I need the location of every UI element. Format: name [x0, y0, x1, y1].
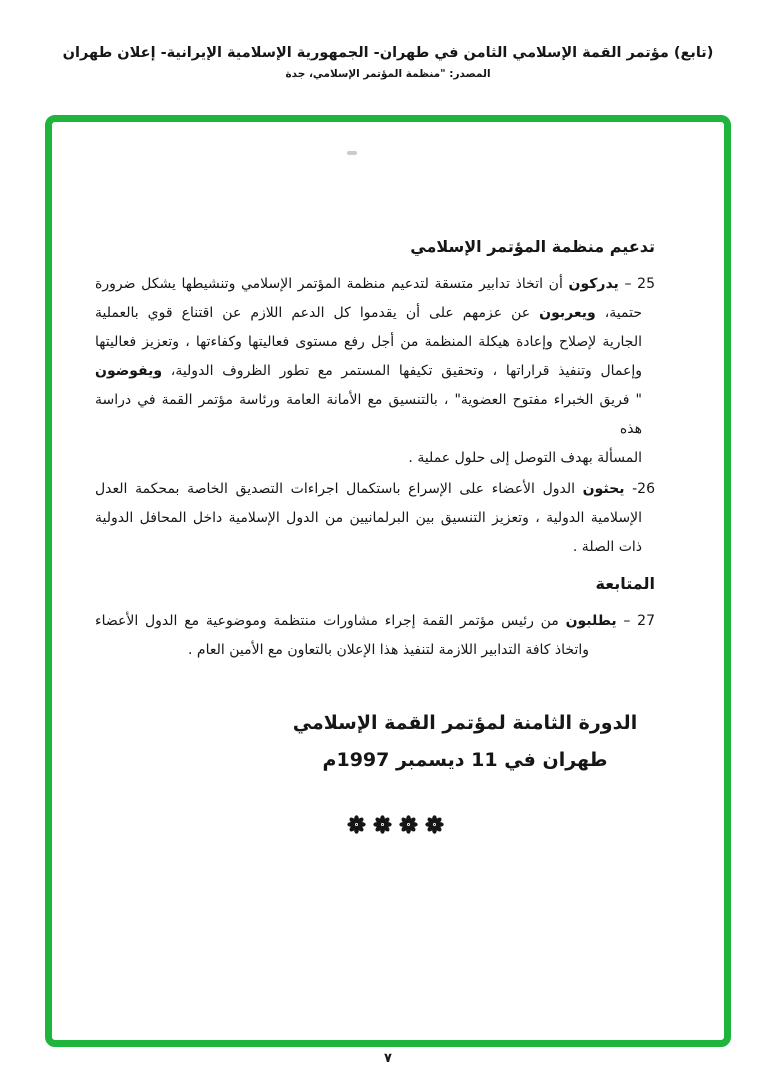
bold-keyword: يدركون [568, 276, 619, 292]
document-title: (تابع) مؤتمر القمة الإسلامي الثامن في طهران- الجمهورية الإسلامية الإيرانية- إعلان طهران [62, 45, 714, 61]
rosette-icon [373, 815, 392, 834]
paragraph-line [95, 270, 655, 299]
bold-keyword: يطلبون [565, 613, 617, 629]
document-source: المصدر: "منظمة المؤتمر الإسلامي، جدة [285, 68, 491, 80]
section-heading-followup: المتابعة [595, 574, 655, 593]
rosette-icon [399, 815, 418, 834]
text-segment: 26- [624, 481, 655, 497]
ornament-row [115, 815, 675, 834]
paragraph-line [95, 299, 655, 328]
closing-date-line: طهران في 11 ديسمبر 1997م [322, 749, 608, 771]
paragraph-line [95, 357, 655, 386]
paragraph-line [95, 328, 655, 357]
text-segment: ذات الصلة . [572, 539, 642, 555]
text-segment: من رئيس مؤتمر القمة إجراء مشاورات منتظمة وموضوعية مع الدول الأعضاء [95, 613, 566, 629]
text-segment: الجارية لإصلاح وإعادة هيكلة المنظمة من أجل رفع مستوى فعاليتها وكفاءتها ، وتعزيز فعاليتها [95, 334, 642, 350]
page-header [0, 44, 776, 81]
scan-artifact [347, 151, 357, 155]
document-content [95, 232, 655, 834]
closing-session-line: الدورة الثامنة لمؤتمر القمة الإسلامي [292, 712, 638, 734]
text-segment: المسألة بهدف التوصل إلى حلول عملية . [408, 450, 642, 466]
rosette-icon [347, 815, 366, 834]
bold-keyword: يحثون [582, 481, 625, 497]
closing-block [275, 705, 655, 779]
page-number: ٧ [384, 1051, 392, 1066]
rosette-icon [425, 815, 444, 834]
bold-keyword: ويفوضون [95, 363, 163, 379]
paragraph-27 [95, 607, 655, 665]
bold-keyword: ويعربون [539, 305, 596, 321]
text-segment: أن اتخاذ تدابير متسقة لتدعيم منظمة المؤتمر الإسلامي وتنشيطها يشكل ضرورة [95, 276, 569, 292]
paragraph-line [95, 386, 655, 444]
section-heading-strengthening-oic: تدعيم منظمة المؤتمر الإسلامي [410, 237, 655, 256]
paragraph-25 [95, 270, 655, 473]
paragraph-line [95, 444, 655, 473]
text-segment: الإسلامية الدولية ، وتعزيز التنسيق بين البرلمانيين من الدول الإسلامية داخل المحافل الدولية [95, 510, 642, 526]
paragraph-line [95, 504, 655, 533]
text-segment: حتمية، [595, 305, 642, 321]
text-segment: الدول الأعضاء على الإسراع باستكمال اجراءات التصديق الخاصة بمحكمة العدل [95, 481, 583, 497]
paragraph-line [95, 636, 655, 665]
text-segment: 25 – [618, 276, 655, 292]
text-segment: عن عزمهم على أن يقدموا كل الدعم اللازم عن اقتناع قوي بالعملية [95, 305, 540, 321]
text-segment: وإعمال وتنفيذ قراراتها ، وتحقيق تكيفها المستمر مع تطور الظروف الدولية، [162, 363, 642, 379]
paragraph-line [95, 475, 655, 504]
text-segment: واتخاذ كافة التدابير اللازمة لتنفيذ هذا الإعلان بالتعاون مع الأمين العام . [188, 642, 589, 658]
paragraph-26 [95, 475, 655, 562]
text-segment: " فريق الخبراء مفتوح العضوية" ، بالتنسيق مع الأمانة العامة ورئاسة مؤتمر القمة في دراسة هذه [95, 392, 642, 437]
text-segment: 27 – [616, 613, 655, 629]
paragraph-line [95, 533, 655, 562]
paragraph-line [95, 607, 655, 636]
